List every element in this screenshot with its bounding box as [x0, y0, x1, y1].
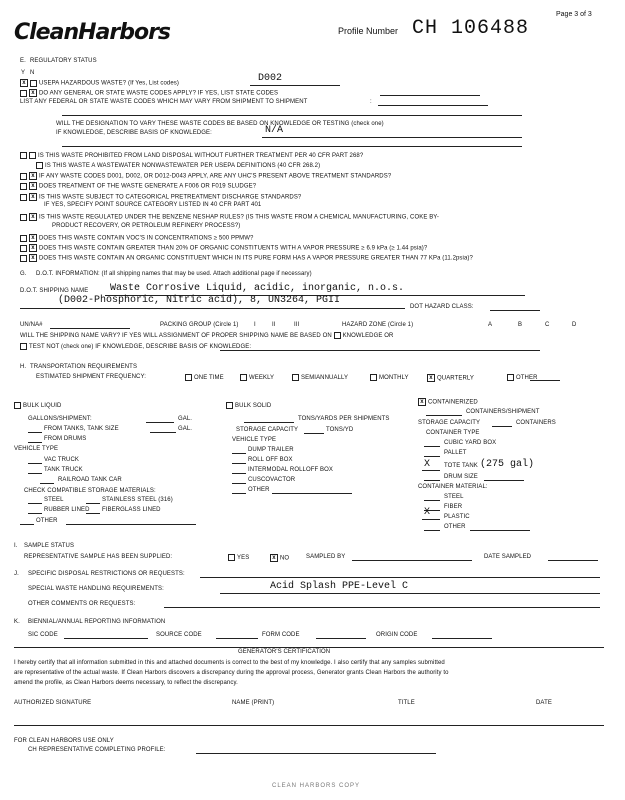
- dot-ship-label: D.O.T. SHIPPING NAME: [20, 288, 89, 294]
- reg-q5-label: IF KNOWLEDGE, DESCRIBE BASIS OF KNOWLEDGE:: [56, 130, 212, 136]
- bs-other[interactable]: OTHER: [248, 487, 270, 493]
- bl-fiberglass[interactable]: FIBERGLASS LINED: [102, 507, 161, 513]
- section-letter-i: I.: [14, 543, 18, 549]
- bs-tons: TONS/YARDS PER SHIPMENTS: [298, 416, 390, 422]
- cert-line-1: I hereby certify that all information submitted in this and attached documents is correct to the best of my knowledge. I also certify that any samples submitted: [14, 660, 445, 666]
- pg-option-iii[interactable]: III: [294, 322, 300, 328]
- ct-containers2: CONTAINERS: [516, 420, 556, 426]
- reg-q9[interactable]: x IS THIS WASTE SUBJECT TO CATEGORICAL PRETREATMENT DISCHARGE STANDARDS?: [20, 193, 301, 201]
- ct-containers: CONTAINERS/SHIPMENT: [466, 409, 540, 415]
- bs-dump[interactable]: DUMP TRAILER: [248, 447, 294, 453]
- ct-fiber[interactable]: FIBER: [444, 504, 463, 510]
- hz-option-a[interactable]: A: [488, 322, 493, 328]
- cert-date[interactable]: DATE: [536, 700, 552, 706]
- profile-label: Profile Number: [338, 26, 399, 36]
- reg-q6[interactable]: IS THIS WASTE PROHIBITED FROM LAND DISPOSAL WITHOUT FURTHER TREATMENT PER 40 CFR PART 268?: [20, 152, 363, 159]
- bl-rubber[interactable]: RUBBER LINED: [44, 507, 90, 513]
- biennial-heading: BIENNIAL/ANNUAL REPORTING INFORMATION: [28, 619, 166, 625]
- ct-tote-mark[interactable]: X: [424, 459, 431, 470]
- profile-number: CH 106488: [412, 17, 530, 40]
- ct-type: CONTAINER TYPE: [426, 430, 480, 436]
- biennial-sic: SIC CODE: [28, 632, 58, 638]
- yes-col-label: Y: [21, 70, 26, 76]
- ct-cubic[interactable]: CUBIC YARD BOX: [444, 440, 497, 446]
- sample-date: DATE SAMPLED: [484, 554, 532, 560]
- regulatory-heading: REGULATORY STATUS: [30, 58, 97, 64]
- cert-title-lbl[interactable]: TITLE: [398, 700, 415, 706]
- reg-q6b[interactable]: IS THIS WASTE A WASTEWATER NONWASTEWATER PER USEPA DEFINITIONS (40 CFR 268.2): [36, 162, 320, 169]
- freq-other[interactable]: OTHER: [507, 374, 538, 381]
- reg-q10[interactable]: x IS THIS WASTE REGULATED UNDER THE BENZENE NESHAP RULES? (IS THIS WASTE FROM A CHEMICAL MANUFACTURING, COKE BY-: [20, 213, 439, 221]
- containerized-checkbox[interactable]: x CONTAINERIZED: [418, 398, 478, 406]
- bl-gal-2: GAL.: [178, 426, 193, 432]
- reg-q7[interactable]: x IF ANY WASTE CODES D001, D002, OR D012-D043 APPLY, ARE ANY UHC'S PRESENT ABOVE TREATMENT STANDARDS?: [20, 172, 391, 180]
- section-letter-k: K.: [14, 619, 20, 625]
- dot-test-knowledge[interactable]: TEST NOT (check one) IF KNOWLEDGE, DESCRIBE BASIS OF KNOWLEDGE:: [20, 343, 251, 350]
- sample-no[interactable]: x NO: [270, 554, 289, 562]
- cert-line-2: are representative of the actual waste. If Clean Harbors discovers a discrepancy during the approval process, Generator grants Clean Harbors the authority to: [14, 670, 449, 676]
- reg-q3: LIST ANY FEDERAL OR STATE WASTE CODES WHICH MAY VARY FROM SHIPMENT TO SHIPMENT: [20, 99, 308, 105]
- reg-q8[interactable]: x DOES TREATMENT OF THE WASTE GENERATE A F006 OR F019 SLUDGE?: [20, 182, 256, 190]
- ct-tote[interactable]: TOTE TANK: [444, 463, 478, 469]
- bs-intermodal[interactable]: INTERMODAL ROLLOFF BOX: [248, 467, 333, 473]
- freq-one-time[interactable]: ONE TIME: [185, 374, 224, 381]
- ct-pallet[interactable]: PALLET: [444, 450, 467, 456]
- dot-packing-group: PACKING GROUP (Circle 1): [160, 322, 239, 328]
- reg-q2[interactable]: x DO ANY GENERAL OR STATE WASTE CODES APPLY? IF YES, LIST STATE CODES: [20, 89, 278, 97]
- reg-q4[interactable]: WILL THE DESIGNATION TO VARY THESE WASTE CODES BE BASED ON KNOWLEDGE OR TESTING (check one): [56, 121, 384, 127]
- freq-quarterly[interactable]: x QUARTERLY: [427, 374, 474, 382]
- office-heading: FOR CLEAN HARBORS USE ONLY: [14, 738, 114, 744]
- transport-heading: TRANSPORTATION REQUIREMENTS: [30, 364, 138, 370]
- sample-rep: REPRESENTATIVE SAMPLE HAS BEEN SUPPLIED:: [24, 554, 173, 560]
- page-number: Page 3 of 3: [556, 11, 592, 18]
- dot-hazard-zone: HAZARD ZONE (Circle 1): [342, 322, 414, 328]
- ct-steel[interactable]: STEEL: [444, 494, 464, 500]
- bulk-liquid-checkbox[interactable]: BULK LIQUID: [14, 402, 61, 409]
- no-col-label: N: [30, 70, 35, 76]
- special-handling-value[interactable]: Acid Splash PPE-Level C: [270, 581, 409, 592]
- bl-rail[interactable]: RAILROAD TANK CAR: [58, 477, 122, 483]
- biennial-origin: ORIGIN CODE: [376, 632, 418, 638]
- ct-tote-value[interactable]: (275 gal): [480, 459, 535, 470]
- hz-option-c[interactable]: C: [545, 322, 550, 328]
- bl-other[interactable]: OTHER: [36, 518, 58, 524]
- ct-plastic-mark[interactable]: X: [424, 507, 431, 518]
- pg-option-ii[interactable]: II: [272, 322, 276, 328]
- freq-weekly[interactable]: WEEKLY: [240, 374, 274, 381]
- bs-tons2: TONS/YD: [326, 427, 354, 433]
- reg-q13[interactable]: x DOES THIS WASTE CONTAIN AN ORGANIC CONSTITUENT WHICH IN ITS PURE FORM HAS A VAPOR PRESSURE GREATER THAN 77 KPa (11.2psia)?: [20, 254, 473, 262]
- hz-option-d[interactable]: D: [572, 322, 577, 328]
- cert-sig[interactable]: AUTHORIZED SIGNATURE: [14, 700, 92, 706]
- sample-by: SAMPLED BY: [306, 554, 346, 560]
- footer-copy: CLEAN HARBORS COPY: [272, 783, 361, 789]
- hz-option-b[interactable]: B: [518, 322, 523, 328]
- ct-material: CONTAINER MATERIAL:: [418, 484, 488, 490]
- dot-heading: D.O.T. INFORMATION: (If all shipping names that may be used. Attach additional page if necessary): [36, 271, 312, 277]
- reg-q11[interactable]: x DOES THIS WASTE CONTAIN VOC'S IN CONCENTRATIONS ≥ 500 PPMW?: [20, 234, 253, 242]
- bl-vehicle: VEHICLE TYPE: [14, 446, 59, 452]
- bs-cusco[interactable]: CUSCOVACTOR: [248, 477, 296, 483]
- freq-monthly[interactable]: MONTHLY: [370, 374, 409, 381]
- reg-q10b: PRODUCT RECOVERY, OR PETROLEUM REFINERY PROCESS?): [52, 223, 241, 229]
- bl-steel[interactable]: STEEL: [44, 497, 64, 503]
- bl-tank[interactable]: TANK TRUCK: [44, 467, 83, 473]
- reg-q12[interactable]: x DOES THIS WASTE CONTAIN GREATER THAN 20% OF ORGANIC CONSTITUENTS WITH A VAPOR PRESSURE ≥ 6.9 kPa (≥ 1.44 psia)?: [20, 244, 427, 252]
- office-rep: CH REPRESENTATIVE COMPLETING PROFILE:: [28, 747, 166, 753]
- dot-vary-question[interactable]: WILL THE SHIPPING NAME VARY? IF YES WILL ASSIGNMENT OF PROPER SHIPPING NAME BE BASED ON KNOWLEDGE OR: [20, 333, 394, 340]
- section-letter-h: H.: [20, 364, 27, 370]
- cert-line-3: amend the profile, as Clean Harbors deems necessary, to reflect the discrepancy.: [14, 680, 238, 686]
- sample-yes[interactable]: YES: [228, 554, 249, 561]
- freq-semiannually[interactable]: SEMIANNUALLY: [292, 374, 348, 381]
- section-letter-e: E.: [20, 58, 26, 64]
- dot-un-label: UN/NA#: [20, 322, 43, 328]
- bl-from-tanks: FROM TANKS, TANK SIZE: [44, 426, 119, 432]
- bulk-solid-checkbox[interactable]: BULK SOLID: [226, 402, 271, 409]
- special-handling: SPECIAL WASTE HANDLING REQUIREMENTS:: [28, 586, 164, 592]
- bs-vehicle: VEHICLE TYPE: [232, 437, 277, 443]
- dot-hazard-class: DOT HAZARD CLASS:: [410, 304, 474, 310]
- biennial-form: FORM CODE: [262, 632, 300, 638]
- bl-check: CHECK COMPATIBLE STORAGE MATERIALS:: [24, 488, 156, 494]
- ct-drum-size: DRUM SIZE: [444, 474, 478, 480]
- bl-from-drums: FROM DRUMS: [44, 436, 87, 442]
- bl-gal: GAL.: [178, 416, 193, 422]
- bs-storage: STORAGE CAPACITY: [236, 427, 299, 433]
- dot-ship-name-1[interactable]: Waste Corrosive Liquid, acidic, inorganic, n.o.s.: [110, 283, 405, 294]
- special-other: OTHER COMMENTS OR REQUESTS:: [28, 601, 136, 607]
- clean-harbors-logo: CleanHarbors: [14, 20, 171, 45]
- pg-option-i[interactable]: I: [254, 322, 256, 328]
- dot-ship-name-2[interactable]: (D002-Phosphoric, Nitric acid), 8, UN3264, PGII: [58, 295, 341, 306]
- section-letter-j: J.: [14, 571, 19, 577]
- bl-stainless[interactable]: STAINLESS STEEL (316): [102, 497, 173, 503]
- special-heading: SPECIFIC DISPOSAL RESTRICTIONS OR REQUESTS:: [28, 571, 185, 577]
- ct-storage: STORAGE CAPACITY: [418, 420, 481, 426]
- ct-plastic[interactable]: PLASTIC: [444, 514, 470, 520]
- reg-q1-code[interactable]: D002: [258, 73, 283, 84]
- sample-heading: SAMPLE STATUS: [24, 543, 75, 549]
- biennial-source: SOURCE CODE: [156, 632, 202, 638]
- reg-q1[interactable]: x USEPA HAZARDOUS WASTE? (If Yes, List codes): [20, 79, 179, 87]
- reg-q5-value[interactable]: N/A: [265, 125, 284, 136]
- bs-roll[interactable]: ROLL OFF BOX: [248, 457, 293, 463]
- transport-freq-label: ESTIMATED SHIPMENT FREQUENCY:: [36, 374, 147, 380]
- cert-name[interactable]: NAME (PRINT): [232, 700, 275, 706]
- cert-title: GENERATOR'S CERTIFICATION: [238, 649, 331, 655]
- reg-q9b: IF YES, SPECIFY POINT SOURCE CATEGORY LISTED IN 40 CFR PART 401: [44, 202, 262, 208]
- bl-gallons: GALLONS/SHIPMENT:: [28, 416, 92, 422]
- ct-other[interactable]: OTHER: [444, 524, 466, 530]
- bl-vac[interactable]: VAC TRUCK: [44, 457, 80, 463]
- section-letter-g: G.: [20, 271, 27, 277]
